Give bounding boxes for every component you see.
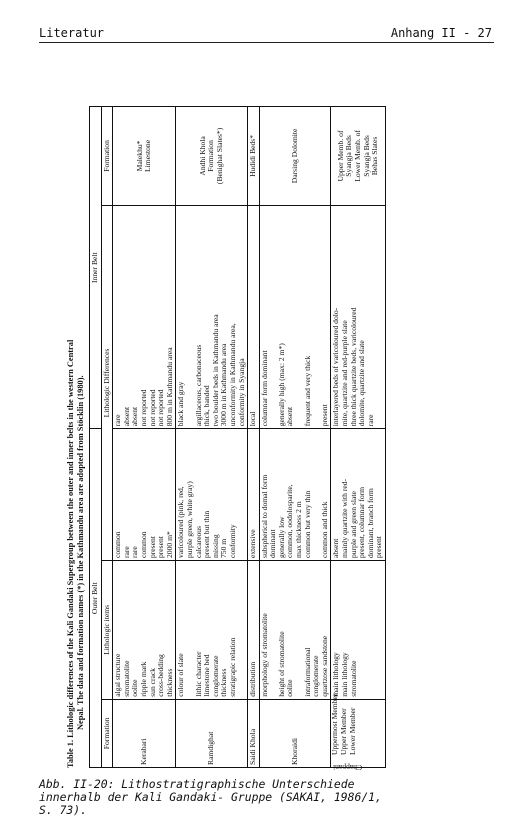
formation2-line: Syangja Beds <box>361 135 371 177</box>
formation-cell: Kerabari <box>113 699 176 767</box>
header-rule <box>39 42 494 43</box>
formation2-cell <box>113 107 176 206</box>
inner-value-line: columnar form dominant <box>259 350 269 427</box>
inner-value <box>332 208 375 426</box>
item <box>114 563 174 697</box>
item-line: stromatolite <box>121 660 131 697</box>
member <box>330 693 357 755</box>
outer-cell <box>176 429 248 561</box>
formation2-line: Syangja Beds <box>344 135 354 177</box>
inner-value-line: interlayered beds of varicoloured dolo- <box>331 307 341 427</box>
inner-value-line: 800 m in Kathmandu area <box>164 347 174 427</box>
outer-value-line: missing <box>210 534 220 559</box>
item-line: sun crack <box>147 667 157 697</box>
outer-value-line: present <box>147 536 157 559</box>
table-row <box>259 107 331 768</box>
inner-value-line: not reported <box>138 389 148 427</box>
inner-value-line: present <box>319 404 329 427</box>
outer-value-line: common <box>113 531 123 559</box>
outer-value-line: 750 m <box>219 538 229 559</box>
outer-value-line: varicoloured (pink, red, <box>176 486 186 559</box>
header-left: Literatur <box>39 26 105 40</box>
outer-value-line: absent <box>331 538 341 559</box>
inner-value-line: conformity in Syangja <box>236 358 246 427</box>
header-right: Anhang II - 27 <box>390 26 492 40</box>
formation2-line: Limestone <box>143 139 153 172</box>
outer-value-line: dominant <box>268 529 278 559</box>
inner-value-line: black and gray <box>176 381 186 427</box>
outer-value-line: conformity <box>227 524 237 559</box>
outer-value-line: calcareous <box>193 525 203 559</box>
outer-value <box>177 431 237 558</box>
figure-caption-line1: Abb. II-20: Lithostratigraphische Unterschiede <box>39 777 355 791</box>
formation2 <box>337 109 380 203</box>
formation2-cell <box>259 107 331 206</box>
outer-value-line: present, columnar form <box>357 486 367 559</box>
inner-value-line: argillaceous, carbonaceous <box>193 344 203 427</box>
item-line: distribution <box>248 661 258 697</box>
items-cell <box>113 561 176 700</box>
formation2 <box>136 109 153 203</box>
inner-cell <box>259 205 331 428</box>
formation2-line: Andhi Khola <box>197 136 207 176</box>
table-row <box>113 107 176 768</box>
inner-value-line: three thick quartzite beds, varicoloured <box>348 307 358 427</box>
item-line: quartzose sandstone <box>319 635 329 697</box>
formation2-cell <box>248 107 260 206</box>
figure-caption-line2: innerhalb der Kali Gandaki- Gruppe (SAKAI, 1986/1, <box>39 790 382 804</box>
item-line: oolite <box>285 679 295 697</box>
formation-cell: Khoraidi <box>259 699 331 767</box>
item-line: morphology of stromatolite <box>259 613 269 697</box>
table-caption-line1: Table 1. Lithologic differences of the Kali Gandaki Supergroup between the outer and inner belts in the western Central <box>66 339 75 768</box>
table-caption-line2: Nepal. The data and formation names (*) in the Kathmandu area are adopted from Stöcklin (1980). <box>76 375 85 730</box>
formation2-line: Behas Slates <box>370 136 380 176</box>
inner-cell <box>331 205 386 428</box>
outer-value <box>261 431 330 558</box>
rotated-table-block <box>66 106 478 772</box>
outer-value-line: subspherical to domal form <box>259 474 269 559</box>
inner-value-line: absent <box>121 406 131 427</box>
outer-value-line: max thickness 2 m <box>294 501 304 559</box>
inner-value-line: not reported <box>156 389 166 427</box>
item <box>332 563 358 697</box>
outer-value-line: 2000 m* <box>164 531 174 559</box>
col-formation-header: Formation <box>101 699 113 767</box>
inner-value-line: absent <box>130 406 140 427</box>
col-formation2-header: Formation <box>101 107 113 206</box>
outer-value-line: present but thin <box>202 510 212 559</box>
items-cell <box>331 561 386 700</box>
item <box>177 563 237 697</box>
outer-belt-header: Outer Belt <box>90 429 102 768</box>
inner-value-line: absent <box>285 406 295 427</box>
lithology-table <box>89 106 386 772</box>
formation2-cell <box>176 107 248 206</box>
inner-cell <box>113 205 176 428</box>
outer-value-line: generally low <box>276 516 286 559</box>
item-line: cross-bedding <box>156 654 166 697</box>
outer-value <box>114 431 174 558</box>
item-line: main lithology <box>331 652 341 697</box>
outer-cell <box>259 429 331 561</box>
outer-value-line: purple green, white gray) <box>184 481 194 559</box>
outer-cell <box>331 429 386 561</box>
formation2 <box>249 109 258 203</box>
item <box>249 563 258 697</box>
inner-value <box>249 208 258 426</box>
inner-value-line: generally high (max: 2 m*) <box>276 343 286 427</box>
figure-caption <box>39 778 509 817</box>
item-line: conglomerate <box>311 655 321 697</box>
formation2-line: Malekhu* <box>134 140 144 172</box>
col-items-header: Lithologic items <box>101 561 113 700</box>
inner-cell <box>248 205 260 428</box>
outer-value-line: present <box>156 536 166 559</box>
table-row <box>248 107 260 768</box>
chappani-label: Chappani <box>333 763 363 772</box>
member-line: Lower Member <box>347 707 357 755</box>
outer-value-line: common, oodolosparite, <box>285 484 295 559</box>
inner-value-line: mite, quartzite and red-purple slate <box>340 320 350 427</box>
item-line: algal structure <box>113 653 123 697</box>
outer-cell <box>113 429 176 561</box>
outer-value-line: rare <box>130 546 140 559</box>
items-cell <box>248 561 260 700</box>
table-body <box>113 107 386 772</box>
figure-caption-line3: S. 73). <box>39 803 88 817</box>
chappani-cell <box>330 693 386 772</box>
formation2-cell <box>331 107 386 206</box>
item-line: stromatolite <box>348 660 358 697</box>
item <box>261 563 330 697</box>
member-line: Upper Member <box>339 708 349 755</box>
chappani-members <box>330 693 357 755</box>
formation2-line: Formation <box>206 140 216 172</box>
member-line: Uppermost Member <box>330 693 340 755</box>
formation2-line: Darsing Dolomite <box>289 128 299 184</box>
outer-value-line: mainly quartzite with red- <box>340 478 350 559</box>
inner-value-line: not reported <box>147 389 157 427</box>
item-line: oolite <box>130 679 140 697</box>
item-line: colour of slate <box>176 653 186 697</box>
item-line: conglomerate <box>210 655 220 697</box>
items-cell <box>176 561 248 700</box>
item-line: stratigrapic relation <box>227 637 237 697</box>
item-line: intraformational <box>302 647 312 697</box>
inner-value-line: frequent and very thick <box>302 355 312 427</box>
item-line: main lithology <box>340 652 350 697</box>
formation2-line: Hudidi Beds* <box>248 134 258 177</box>
outer-value-line: common <box>138 531 148 559</box>
inner-value-line: dolomite, quartzite and slate <box>357 340 367 427</box>
outer-value-line: common and thick <box>319 501 329 559</box>
inner-cell <box>176 205 248 428</box>
inner-value-line <box>312 208 321 426</box>
inner-value-line: unconformity in Kathmandu area, <box>227 323 237 427</box>
item-line: lithic character <box>193 651 203 697</box>
col-differences-header: Lithologic Differences <box>101 205 113 560</box>
inner-value <box>261 208 330 426</box>
item-line: limestone bed <box>202 654 212 697</box>
outer-value-line: purple and green slate <box>348 491 358 559</box>
outer-value-line: common but very thin <box>302 490 312 559</box>
table-row-chappani <box>331 107 386 768</box>
inner-belt-header: Inner Belt <box>90 107 102 429</box>
inner-value-line: 3000 m in Kathmandu area <box>219 343 229 427</box>
item-line: height of stromatolite <box>276 631 286 697</box>
outer-cell <box>248 429 260 561</box>
formation2-line: (Benighat Slates*) <box>215 127 225 185</box>
inner-value-line: rare <box>365 414 375 427</box>
table-row <box>176 107 248 768</box>
formation2-line: Upper Memb. of <box>335 130 345 182</box>
outer-value <box>249 431 258 558</box>
inner-value-line: local <box>248 411 258 427</box>
formation2-line: Lower Memb. of <box>352 130 362 182</box>
inner-value-line: thick, banded <box>202 385 212 427</box>
formation-cell: Ramdighat <box>176 699 248 767</box>
outer-value-line: rare <box>121 546 131 559</box>
outer-value-line: present <box>374 536 384 559</box>
outer-value <box>332 431 384 558</box>
outer-value-line: dominant, branch form <box>365 488 375 559</box>
outer-value-line: extensive <box>248 529 258 559</box>
inner-value <box>177 208 246 426</box>
items-cell <box>259 561 331 700</box>
table-caption <box>66 106 86 768</box>
inner-value-line: rare <box>113 414 123 427</box>
formation2 <box>291 109 300 203</box>
inner-value <box>114 208 174 426</box>
inner-value-line: two boulder beds in Kathmandu area <box>210 314 220 427</box>
formation-cell: Saidi Khola <box>248 699 260 767</box>
item-line: thickness <box>219 668 229 697</box>
item-line: ripple mark <box>138 661 148 697</box>
formation2 <box>199 109 225 203</box>
item-line: thickness <box>164 668 174 697</box>
